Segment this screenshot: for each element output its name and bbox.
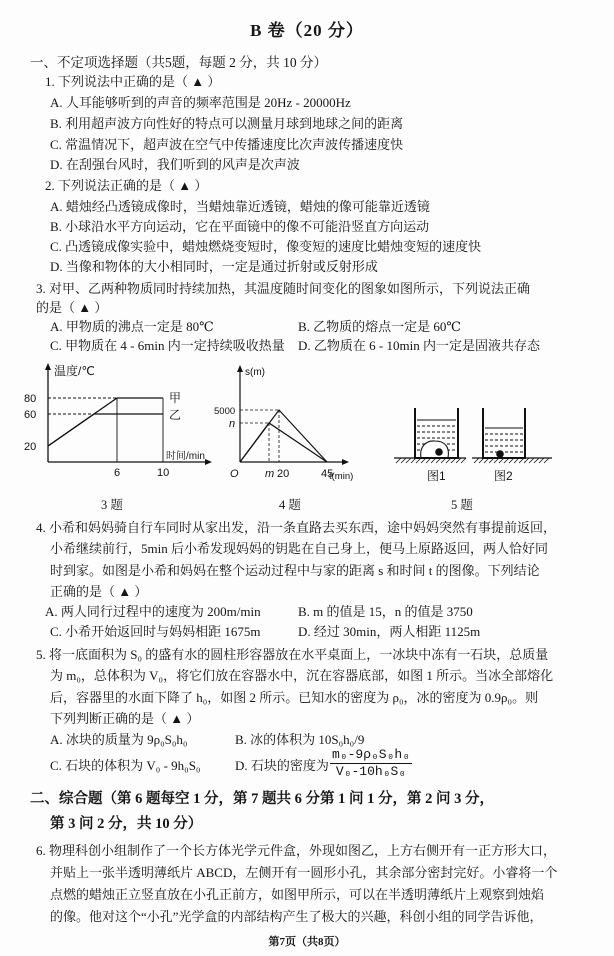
question-stem: 3. 对甲、乙两种物质同时持续加热，其温度随时间变化的图象如图所示，下列说法正确 bbox=[36, 281, 531, 296]
x-axis-arrow bbox=[342, 459, 349, 465]
tick-label: 10 bbox=[157, 467, 170, 479]
series-line-yi bbox=[48, 414, 163, 446]
tick-label: 6 bbox=[114, 467, 121, 479]
answer-option: B. 利用超声波方向性好的特点可以测量月球到地球之间的距离 bbox=[50, 116, 404, 131]
question-stem: 小希继续前行，5min 后小希发现妈妈的钥匙在自己身上，便马上原路返回，两人恰好同 bbox=[50, 541, 548, 556]
question-stem: 为 m₀，总体积为 V₀，将它们放在容器水中，沉在容器底部，如图 1 所示。当冰全部熔化 bbox=[50, 668, 554, 683]
answer-option: B. m 的值是 15，n 的值是 3750 bbox=[298, 604, 473, 619]
series-line-jia bbox=[48, 398, 163, 446]
answer-option: D. 乙物质在 6 - 10min 内一定是固液共存态 bbox=[298, 338, 540, 353]
fraction-numerator: m₀-9ρ₀S₀h₀ bbox=[332, 747, 411, 762]
page-number: 第7页（共8页） bbox=[268, 936, 346, 948]
answer-option: A. 蜡烛经凸透镜成像时，当蜡烛靠近透镜，蜡烛的像可能靠近透镜 bbox=[50, 199, 430, 214]
question-stem: 的像。他对这个“小孔”光学盒的内部结构产生了极大的兴趣，科创小组的同学告诉他， bbox=[50, 909, 543, 924]
question-stem: 下列判断正确的是（ ▲ ） bbox=[50, 711, 200, 726]
hatch-mark bbox=[411, 458, 416, 463]
tick-label: 5000 bbox=[214, 406, 236, 417]
y-axis-arrow bbox=[45, 363, 51, 370]
hatch-mark bbox=[461, 458, 466, 463]
y-axis-label: 温度/℃ bbox=[54, 364, 95, 378]
container-figures bbox=[390, 395, 555, 485]
question-stem: 4. 小希和妈妈骑自行车同时从家出发，沿一条直路去买东西，途中妈妈突然有事提前返回， bbox=[36, 520, 557, 535]
hatch-mark bbox=[401, 458, 406, 463]
figure-caption: 3 题 bbox=[101, 498, 123, 512]
answer-option: B. 乙物质的熔点一定是 60℃ bbox=[298, 319, 461, 334]
figure-caption: 4 题 bbox=[279, 498, 301, 512]
series-label-jia: 甲 bbox=[169, 391, 182, 405]
water-lines-2 bbox=[485, 428, 523, 452]
section-heading: 二、综合题（第 6 题每空 1 分，第 7 题共 6 分第 1 问 1 分，第 2 问 3 分， bbox=[30, 791, 494, 807]
hatch-mark bbox=[474, 458, 479, 463]
fraction-denominator: V₀-10h₀S₀ bbox=[335, 764, 407, 779]
question-stem: 的是（ ▲ ） bbox=[36, 300, 108, 315]
answer-option: A. 甲物质的沸点一定是 80℃ bbox=[50, 319, 214, 334]
answer-option: B. 冰的体积为 10S₀h₀/9 bbox=[235, 732, 365, 747]
tick-label: 60 bbox=[24, 409, 37, 421]
y-axis-label: s(m) bbox=[245, 367, 265, 378]
answer-option: D. 在刮强台风时，我们听到的风声是次声波 bbox=[50, 157, 300, 172]
origin-label: O bbox=[230, 468, 239, 480]
tick-label: n bbox=[229, 418, 236, 430]
series-label-yi: 乙 bbox=[169, 408, 182, 422]
question-stem: 6. 物理科创小组制作了一个长方体光学元件盒，外现如图乙，上方右侧开有一正方形大口， bbox=[36, 843, 557, 858]
question-stem: 1. 下列说法中正确的是（ ▲ ） bbox=[45, 74, 221, 89]
answer-option: D. 经过 30min，两人相距 1125m bbox=[298, 624, 481, 639]
xiaoxi-line bbox=[240, 410, 327, 462]
question-stem: 时到家。如图是小希和妈妈在整个运动过程中与家的距离 s 和时间 t 的图像。下列结论 bbox=[50, 563, 540, 578]
hatch-mark bbox=[406, 458, 411, 463]
tick-label: m bbox=[265, 468, 275, 480]
figure-label: 图2 bbox=[494, 469, 513, 483]
answer-option: A. 冰块的质量为 9ρ₀S₀h₀ bbox=[50, 732, 188, 747]
question-stem: 点燃的蜡烛正立竖直放在小孔正前方，如图甲所示，可以在半透明薄纸片上观察到烛焰 bbox=[50, 887, 545, 902]
figure-caption: 5 题 bbox=[451, 498, 473, 512]
stone bbox=[435, 448, 443, 456]
answer-option: C. 小希开始返回时与妈妈相距 1675m bbox=[50, 624, 261, 639]
figure-label: 图1 bbox=[427, 469, 446, 483]
y-axis-arrow bbox=[237, 365, 243, 372]
section-heading: 一、不定项选择题（共5题，每题 2 分，共 10 分） bbox=[30, 55, 327, 70]
x-axis-label: 时间/min bbox=[166, 451, 205, 462]
x-axis-label: t(min) bbox=[329, 471, 354, 482]
distance-time-graph bbox=[205, 362, 365, 487]
question-stem: 后，容器里的水面下降了 h₀，如图 2 所示。已知水的密度为 ρ₀，冰的密度为 0.9ρ₀。则 bbox=[50, 690, 539, 705]
question-stem: 并贴上一张半透明薄纸片 ABCD，左侧开有一圆形小孔，其余部分密封完好。小睿将一个 bbox=[50, 865, 558, 880]
tick-label: 20 bbox=[277, 468, 290, 480]
stone bbox=[496, 450, 504, 458]
tick-label: 80 bbox=[24, 393, 37, 405]
answer-option: D. 石块的密度为 bbox=[235, 758, 329, 773]
answer-option: C. 石块的体积为 V₀ - 9h₀S₀ bbox=[50, 758, 201, 773]
answer-option: C. 常温情况下，超声波在空气中传播速度比次声波传播速度快 bbox=[50, 137, 404, 152]
density-fraction bbox=[330, 747, 412, 780]
tick-label: 20 bbox=[24, 441, 37, 453]
answer-option: B. 小球沿水平方向运动，它在平面镜中的像不可能沿竖直方向运动 bbox=[50, 219, 430, 234]
answer-option: C. 凸透镜成像实验中，蜡烛燃烧变短时，像变短的速度比蜡烛变短的速度快 bbox=[50, 239, 482, 254]
page-title: B 卷（20 分） bbox=[250, 21, 364, 40]
answer-option: D. 当像和物体的大小相同时，一定是通过折射或反射形成 bbox=[50, 259, 378, 274]
hatch-mark bbox=[529, 458, 534, 463]
container-2 bbox=[483, 408, 525, 458]
answer-option: A. 人耳能够听到的声音的频率范围是 20Hz - 20000Hz bbox=[50, 95, 351, 110]
answer-option: A. 两人同行过程中的速度为 200m/min bbox=[45, 604, 261, 619]
question-stem: 正确的是（ ▲ ） bbox=[50, 584, 148, 599]
hatch-mark bbox=[539, 458, 544, 463]
question-stem: 5. 将一底面积为 S₀ 的盛有水的圆柱形容器放在水平桌面上，一冰块中冻有一石块，总质量 bbox=[36, 647, 549, 662]
hatch-mark bbox=[479, 458, 484, 463]
mother-line bbox=[240, 423, 327, 462]
hatch-mark bbox=[396, 458, 401, 463]
hatch-mark bbox=[544, 458, 549, 463]
tick-label: 45 bbox=[321, 468, 334, 480]
ice-block bbox=[421, 441, 449, 458]
section-heading: 第 3 问 2 分，共 10 分） bbox=[50, 816, 203, 832]
hatch-mark bbox=[534, 458, 539, 463]
temperature-time-graph bbox=[20, 360, 215, 485]
answer-option: C. 甲物质在 4 - 6min 内一定持续吸收热量 bbox=[50, 338, 285, 353]
question-stem: 2. 下列说法正确的是（ ▲ ） bbox=[45, 178, 208, 193]
